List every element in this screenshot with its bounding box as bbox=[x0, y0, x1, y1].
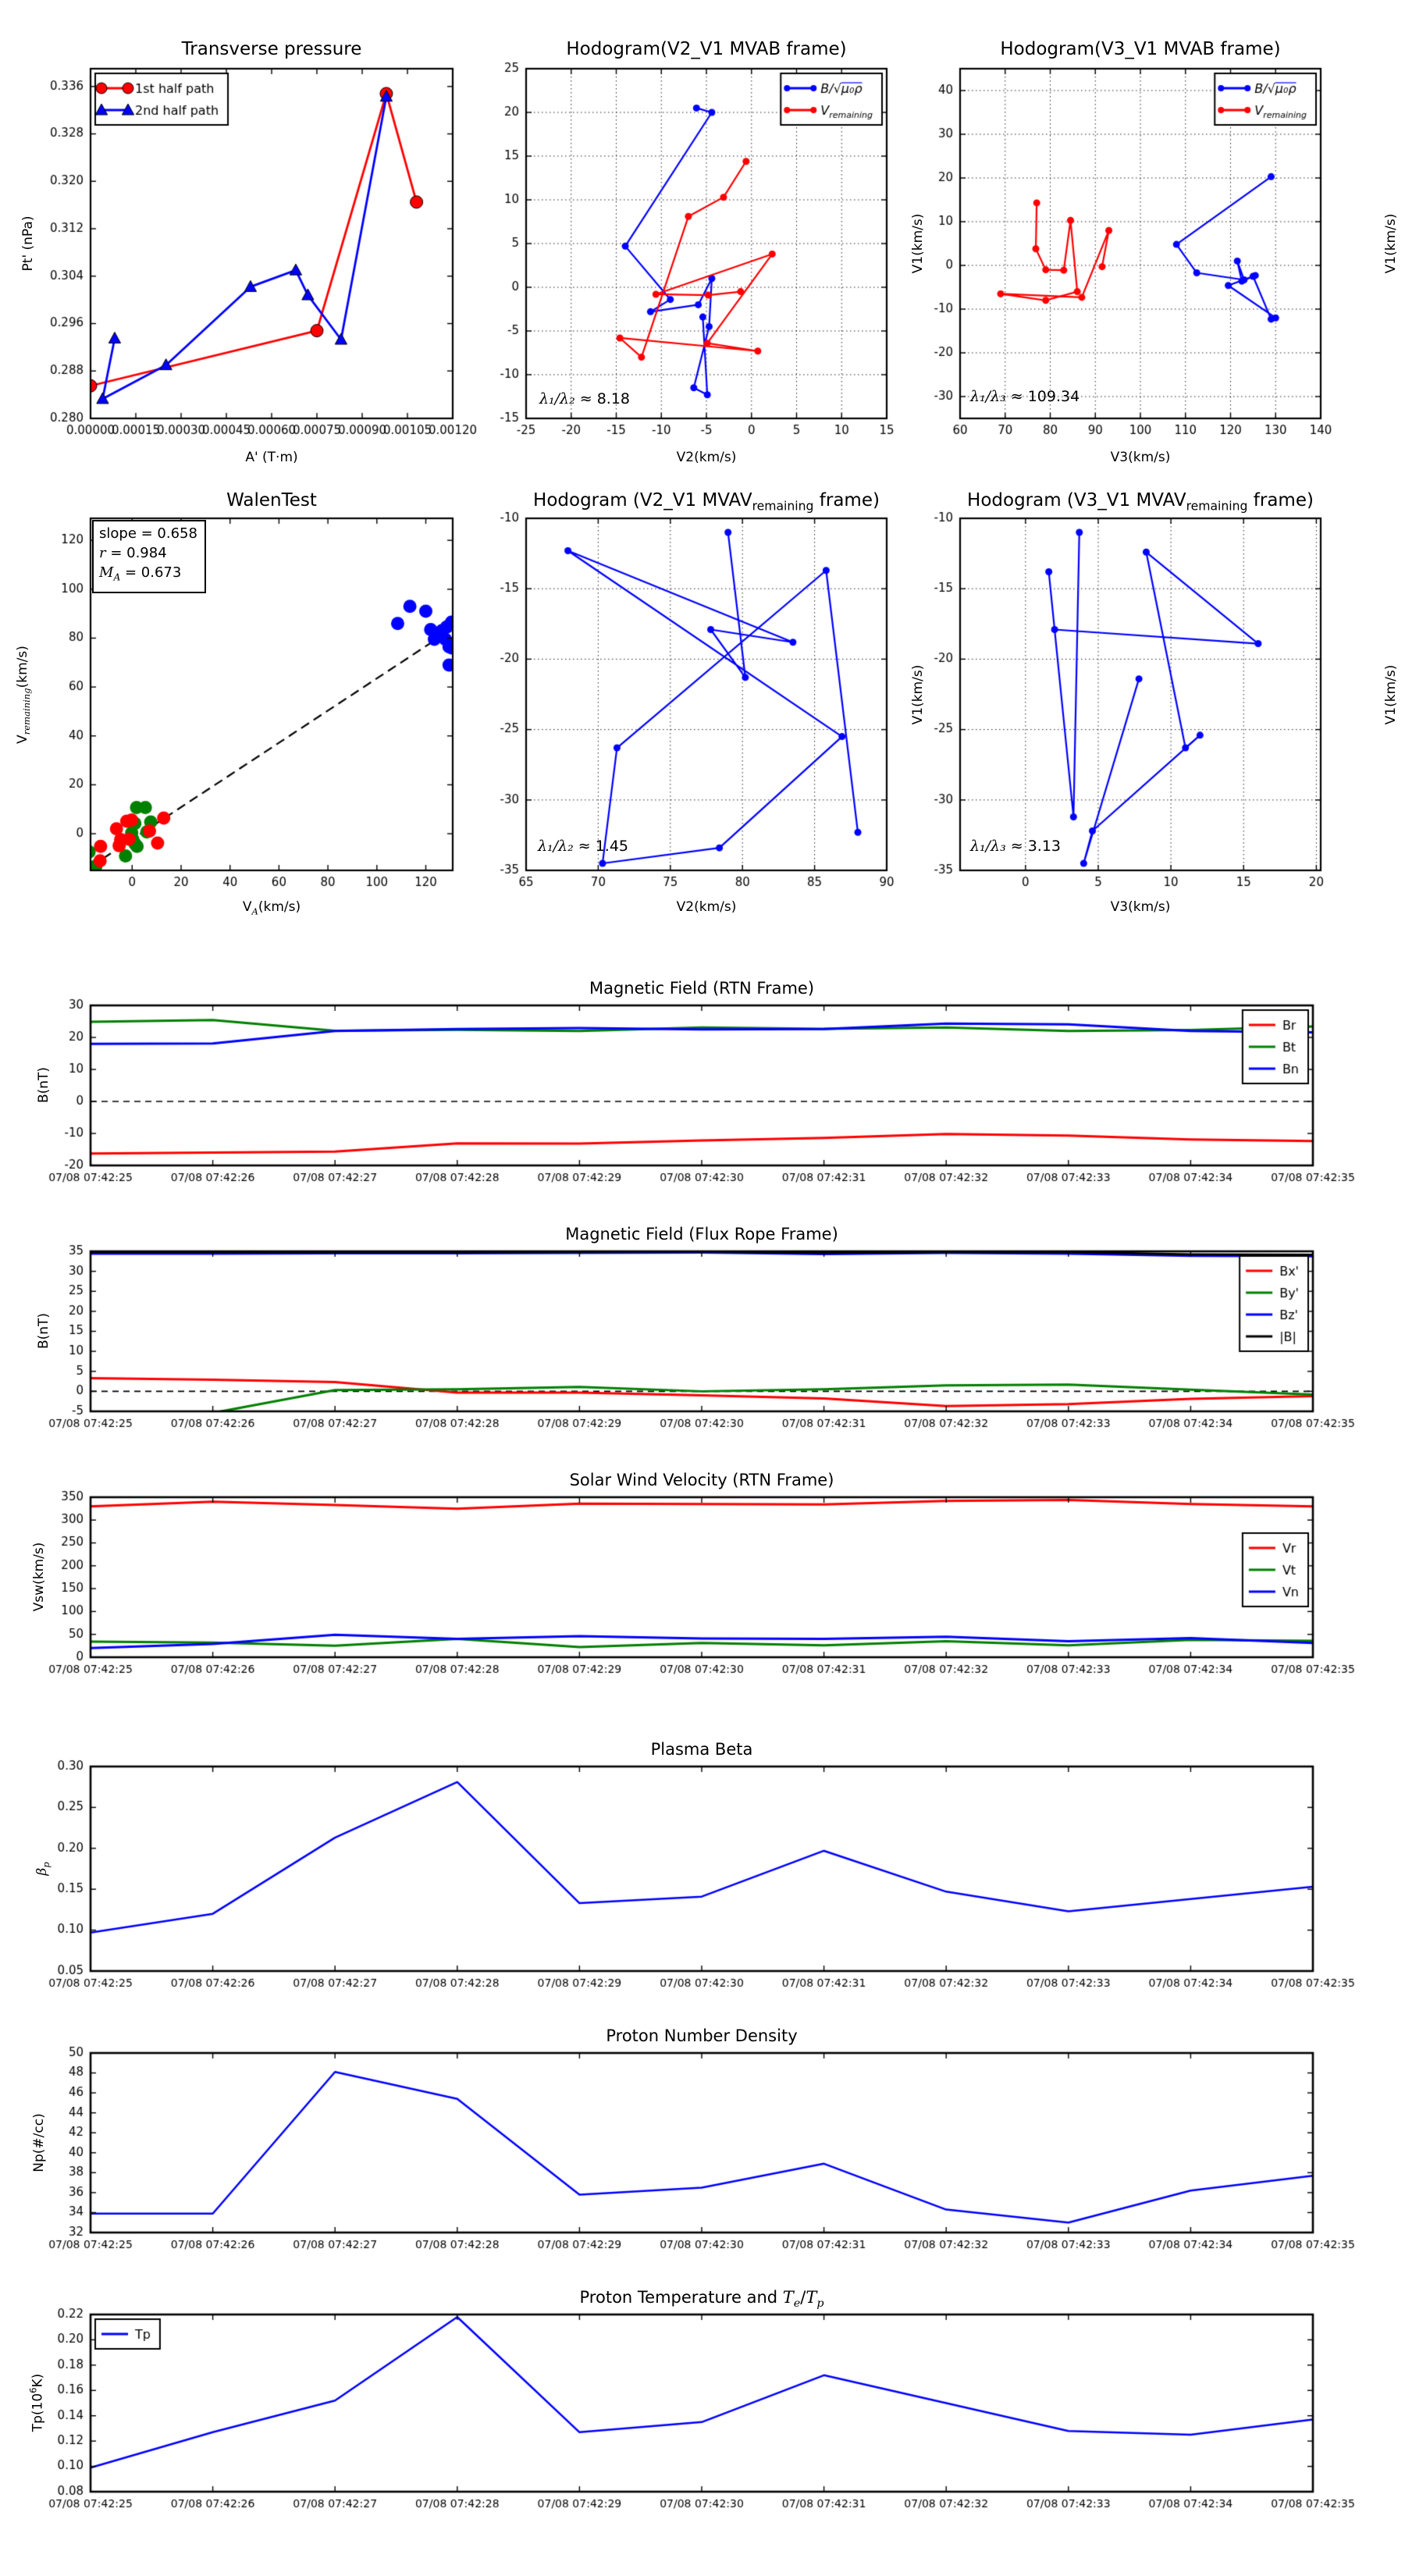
title-walen-test: WalenTest bbox=[226, 490, 317, 511]
chart-plasma-beta bbox=[39, 1754, 1361, 2012]
ylabel-beta bbox=[34, 1862, 52, 1875]
title-magnetic-field-flux-rope: Magnetic Field (Flux Rope Frame) bbox=[565, 1225, 838, 1244]
xlabel-hodogram4: V3(km/s) bbox=[1110, 899, 1171, 915]
ylabel-part: V bbox=[14, 735, 30, 744]
ylabel-right-hodogram4: V1(km/s) bbox=[1383, 664, 1399, 725]
xlabel-part: (km/s) bbox=[258, 899, 301, 915]
annotation-lambda-ratio-1 bbox=[539, 390, 630, 407]
title-part: Hodogram (V3_V1 MVAV bbox=[967, 490, 1186, 511]
xlabel-hodogram1: V2(km/s) bbox=[676, 450, 737, 465]
title-sub: remaining bbox=[1186, 498, 1248, 514]
chart-magnetic-field-rtn bbox=[39, 993, 1361, 1206]
ylabel-walen bbox=[15, 646, 32, 744]
title-sub: remaining bbox=[752, 498, 814, 514]
xlabel-sub: A bbox=[251, 906, 258, 917]
xlabel-transverse: A' (T·m) bbox=[245, 450, 298, 465]
ylabel-part: Tp(10 bbox=[30, 2393, 46, 2432]
chart-magnetic-field-flux-rope bbox=[39, 1239, 1361, 1452]
ylabel-right-hodogram3: V1(km/s) bbox=[910, 664, 926, 725]
title-part: Proton Temperature and bbox=[579, 2288, 783, 2307]
title-hodogram-v2v1-mvab: Hodogram(V2_V1 MVAB frame) bbox=[566, 39, 847, 59]
title-magnetic-field-rtn: Magnetic Field (RTN Frame) bbox=[589, 979, 815, 998]
chart-solar-wind-velocity bbox=[39, 1485, 1361, 1698]
ylabel-mag-flux-rope: B(nT) bbox=[36, 1312, 52, 1350]
walen-ma bbox=[99, 563, 197, 588]
lambda-symbol: λ₁/λ₂ bbox=[539, 390, 575, 407]
r-value: = 0.984 bbox=[105, 545, 167, 561]
ylabel-density: Np(#/cc) bbox=[31, 2113, 47, 2172]
annotation-lambda-ratio-3 bbox=[538, 838, 628, 855]
lambda-symbol: λ₁/λ₂ bbox=[538, 838, 574, 855]
title-part: / bbox=[800, 2288, 806, 2307]
annotation-lambda-ratio-4 bbox=[970, 838, 1061, 855]
title-plasma-beta: Plasma Beta bbox=[650, 1740, 753, 1759]
chart-proton-density bbox=[39, 2041, 1361, 2273]
ma-value: = 0.673 bbox=[120, 564, 182, 581]
lambda-symbol: λ₁/λ₃ bbox=[970, 838, 1006, 855]
lambda-value: ≈ 8.18 bbox=[574, 390, 631, 407]
title-transverse-pressure: Transverse pressure bbox=[181, 39, 362, 59]
xlabel-walen bbox=[243, 899, 301, 916]
ylabel-part: K) bbox=[30, 2373, 46, 2388]
r-symbol: r bbox=[99, 545, 106, 561]
ylabel-temperature bbox=[28, 2374, 46, 2432]
xlabel-hodogram2: V3(km/s) bbox=[1110, 450, 1171, 465]
title-hodogram-v2v1-mvav bbox=[533, 490, 880, 514]
title-sub: e bbox=[793, 2297, 801, 2311]
title-hodogram-v3v1-mvab: Hodogram(V3_V1 MVAB frame) bbox=[1000, 39, 1281, 59]
chart-transverse-pressure bbox=[39, 56, 501, 459]
title-proton-density: Proton Number Density bbox=[606, 2026, 798, 2045]
walen-slope: slope = 0.658 bbox=[99, 525, 197, 542]
ylabel-velocity: Vsw(km/s) bbox=[31, 1542, 47, 1612]
walen-stats-box bbox=[92, 520, 206, 593]
title-part: Hodogram (V2_V1 MVAV bbox=[533, 490, 752, 511]
title-solar-wind-velocity: Solar Wind Velocity (RTN Frame) bbox=[569, 1471, 834, 1489]
title-math: T bbox=[782, 2288, 794, 2307]
lambda-value: ≈ 3.13 bbox=[1005, 838, 1062, 855]
beta-symbol: β bbox=[34, 1867, 50, 1876]
title-sub: p bbox=[816, 2297, 824, 2311]
ylabel-part: (km/s) bbox=[14, 646, 30, 688]
walen-r bbox=[99, 543, 197, 563]
lambda-symbol: λ₁/λ₃ bbox=[970, 388, 1006, 405]
title-part: frame) bbox=[1247, 490, 1314, 511]
ylabel-sup: 6 bbox=[27, 2387, 39, 2393]
beta-sub: p bbox=[41, 1862, 52, 1868]
ylabel-transverse: Pt' (nPa) bbox=[20, 215, 36, 272]
xlabel-hodogram3: V2(km/s) bbox=[676, 899, 737, 915]
ma-sub: A bbox=[113, 571, 121, 583]
ylabel-sub: remaining bbox=[21, 688, 33, 735]
title-math: T bbox=[806, 2288, 817, 2307]
title-proton-temperature bbox=[580, 2288, 824, 2310]
xlabel-part: V bbox=[242, 899, 252, 915]
title-part: frame) bbox=[813, 490, 880, 511]
chart-proton-temperature bbox=[39, 2302, 1361, 2532]
annotation-lambda-ratio-2 bbox=[970, 388, 1080, 405]
lambda-value: ≈ 109.34 bbox=[1005, 388, 1080, 405]
ma-symbol: M bbox=[99, 564, 114, 581]
ylabel-mag-rtn: B(nT) bbox=[36, 1066, 52, 1104]
lambda-value: ≈ 1.45 bbox=[573, 838, 629, 855]
ylabel-right-hodogram1: V1(km/s) bbox=[910, 213, 926, 274]
title-hodogram-v3v1-mvav bbox=[967, 490, 1314, 514]
ylabel-right-hodogram2: V1(km/s) bbox=[1383, 213, 1399, 274]
